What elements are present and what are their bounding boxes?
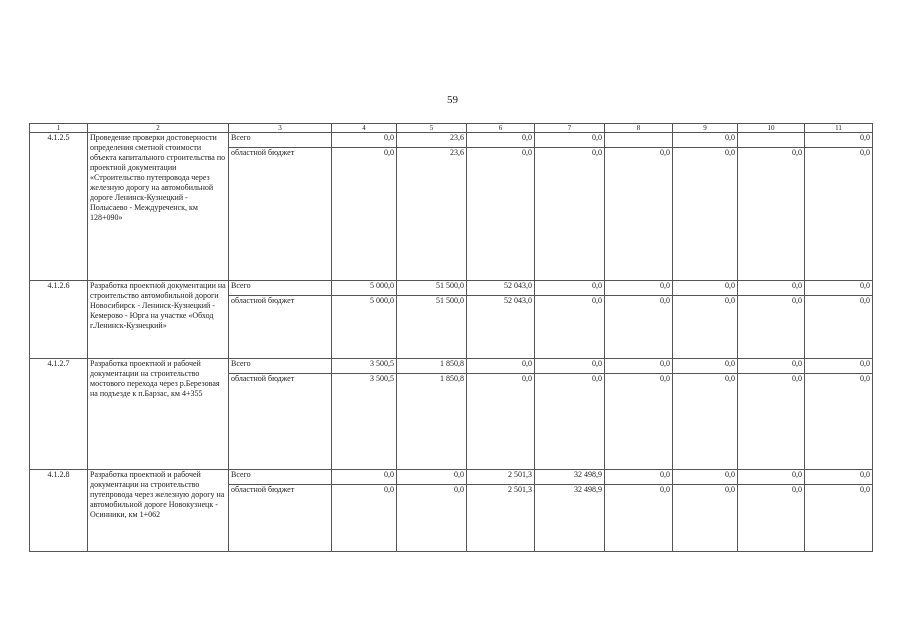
- amount-cell: 3 500,5: [332, 374, 397, 470]
- table-row: [30, 470, 873, 485]
- amount-cell: 0,0: [738, 148, 805, 281]
- amount-cell: 0,0: [467, 148, 535, 281]
- amount-cell: 0,0: [535, 296, 605, 359]
- amount-cell: 0,0: [535, 374, 605, 470]
- amount-cell: 0,0: [467, 359, 535, 374]
- amount-cell: 32 498,9: [535, 470, 605, 485]
- amount-cell: 0,0: [738, 374, 805, 470]
- column-number: 9: [673, 124, 738, 133]
- amount-cell: 51 500,0: [397, 296, 467, 359]
- amount-cell: 0,0: [605, 359, 673, 374]
- amount-cell: 0,0: [673, 296, 738, 359]
- funding-source: Всего: [229, 133, 332, 148]
- table-body: [30, 133, 873, 552]
- table-row: [30, 133, 873, 148]
- amount-cell: 0,0: [805, 374, 873, 470]
- amount-cell: 0,0: [397, 485, 467, 552]
- amount-cell: 52 043,0: [467, 281, 535, 296]
- amount-cell: 0,0: [805, 470, 873, 485]
- item-code: 4.1.2.7: [30, 359, 88, 470]
- column-number: 8: [605, 124, 673, 133]
- amount-cell: 0,0: [673, 133, 738, 148]
- amount-cell: 0,0: [805, 359, 873, 374]
- amount-cell: 0,0: [605, 374, 673, 470]
- amount-cell: [738, 133, 805, 148]
- column-number: 1: [30, 124, 88, 133]
- item-code: 4.1.2.5: [30, 133, 88, 281]
- amount-cell: 5 000,0: [332, 281, 397, 296]
- funding-source: Всего: [229, 359, 332, 374]
- amount-cell: 0,0: [673, 485, 738, 552]
- item-code: 4.1.2.8: [30, 470, 88, 552]
- amount-cell: 0,0: [673, 359, 738, 374]
- amount-cell: 0,0: [535, 359, 605, 374]
- funding-source: областной бюджет: [229, 485, 332, 552]
- funding-source: областной бюджет: [229, 148, 332, 281]
- column-number: 3: [229, 124, 332, 133]
- funding-source: областной бюджет: [229, 296, 332, 359]
- column-number: 2: [88, 124, 229, 133]
- amount-cell: 0,0: [605, 281, 673, 296]
- amount-cell: 32 498,9: [535, 485, 605, 552]
- amount-cell: 0,0: [805, 485, 873, 552]
- funding-source: Всего: [229, 281, 332, 296]
- amount-cell: 2 501,3: [467, 485, 535, 552]
- column-number: 4: [332, 124, 397, 133]
- amount-cell: 0,0: [535, 148, 605, 281]
- amount-cell: 0,0: [738, 485, 805, 552]
- column-number: 10: [738, 124, 805, 133]
- amount-cell: 0,0: [605, 148, 673, 281]
- amount-cell: 1 850,8: [397, 359, 467, 374]
- column-number: 7: [535, 124, 605, 133]
- table-row: [30, 359, 873, 374]
- item-name: Разработка проектной и рабочей документации на строительство мостового перехода через р.Березовая на подъезде к п.Барзас, км 4+355: [88, 359, 229, 470]
- column-number: 5: [397, 124, 467, 133]
- funding-source: областной бюджет: [229, 374, 332, 470]
- page-number: 59: [447, 94, 458, 106]
- amount-cell: 0,0: [605, 296, 673, 359]
- amount-cell: 0,0: [332, 148, 397, 281]
- amount-cell: 52 043,0: [467, 296, 535, 359]
- amount-cell: 0,0: [673, 148, 738, 281]
- amount-cell: 0,0: [332, 470, 397, 485]
- item-name: Разработка проектной и рабочей документации на строительство путепровода через железную дорогу на автомобильной дороге Новокузнецк - Осинники, км 1+062: [88, 470, 229, 552]
- amount-cell: 0,0: [673, 470, 738, 485]
- amount-cell: [605, 133, 673, 148]
- amount-cell: 0,0: [805, 281, 873, 296]
- amount-cell: 0,0: [535, 281, 605, 296]
- amount-cell: 0,0: [738, 281, 805, 296]
- budget-table: [29, 123, 873, 552]
- column-number-row: [30, 124, 873, 133]
- amount-cell: 5 000,0: [332, 296, 397, 359]
- item-code: 4.1.2.6: [30, 281, 88, 359]
- amount-cell: 0,0: [805, 133, 873, 148]
- column-number: 11: [805, 124, 873, 133]
- amount-cell: 0,0: [535, 133, 605, 148]
- table-row: [30, 281, 873, 296]
- amount-cell: 0,0: [738, 470, 805, 485]
- item-name: Разработка проектной документации на строительство автомобильной дороги Новосибирск - Ленинск-Кузнецкий - Кемерово - Юрга на участке «Обход г.Ленинск-Кузнецкий»: [88, 281, 229, 359]
- column-number: 6: [467, 124, 535, 133]
- amount-cell: 23,6: [397, 148, 467, 281]
- amount-cell: 3 500,5: [332, 359, 397, 374]
- amount-cell: 0,0: [805, 148, 873, 281]
- amount-cell: 0,0: [605, 470, 673, 485]
- item-name: Проведение проверки достоверности определения сметной стоимости объекта капитального строительства по проектной документации «Строительство путепровода через железную дорогу на автомобильной дороге Ленинск-Кузнецкий - Полысаево - Междуреченск, км 128+090»: [88, 133, 229, 281]
- amount-cell: 0,0: [673, 374, 738, 470]
- amount-cell: 1 850,8: [397, 374, 467, 470]
- amount-cell: 51 500,0: [397, 281, 467, 296]
- amount-cell: 0,0: [467, 374, 535, 470]
- amount-cell: 0,0: [397, 470, 467, 485]
- amount-cell: 0,0: [605, 485, 673, 552]
- amount-cell: 0,0: [332, 133, 397, 148]
- amount-cell: 23,6: [397, 133, 467, 148]
- amount-cell: 2 501,3: [467, 470, 535, 485]
- amount-cell: 0,0: [467, 133, 535, 148]
- amount-cell: 0,0: [738, 359, 805, 374]
- amount-cell: 0,0: [805, 296, 873, 359]
- amount-cell: 0,0: [332, 485, 397, 552]
- funding-source: Всего: [229, 470, 332, 485]
- amount-cell: 0,0: [673, 281, 738, 296]
- amount-cell: 0,0: [738, 296, 805, 359]
